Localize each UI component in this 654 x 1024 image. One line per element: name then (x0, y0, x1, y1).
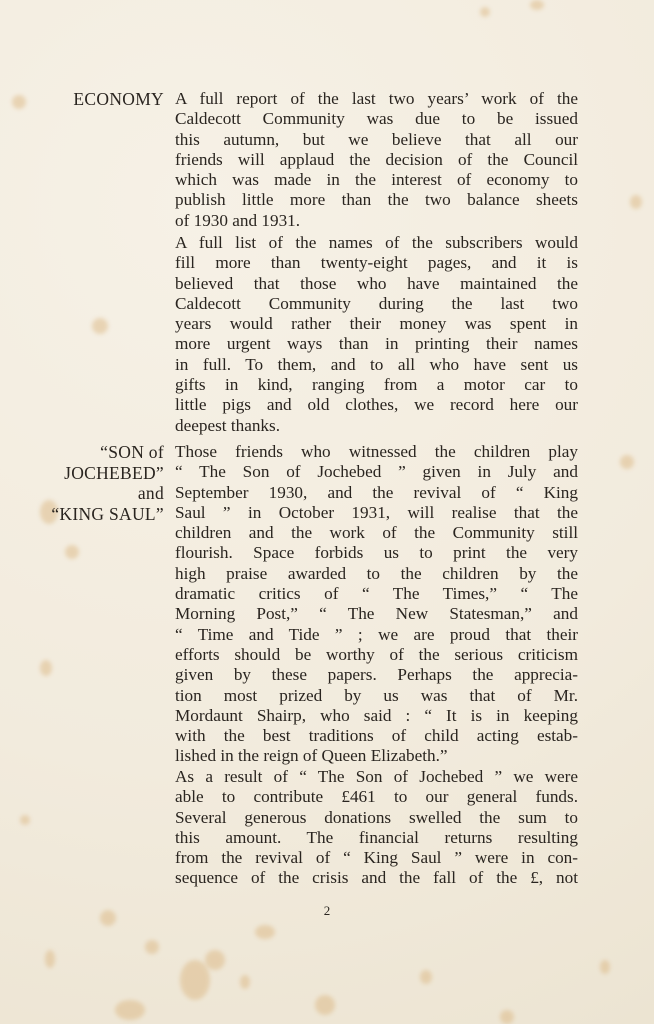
text-line: which was made in the interest of economy to (175, 170, 578, 190)
text-line: A full list of the names of the subscribers would (175, 233, 578, 252)
text-line: flourish. Space forbids us to print the very (175, 543, 578, 563)
plays-paragraph-1 (175, 442, 578, 767)
section-label-economy (73, 89, 164, 110)
text-line: dramatic critics of “ The Times,” “ The (175, 584, 578, 604)
plays-paragraph-2 (175, 767, 578, 889)
text-line: tion most prized by us was that of Mr. (175, 685, 578, 705)
text-line: publish little more than the two balance sheets (175, 190, 578, 210)
text-line: deepest thanks. (175, 415, 281, 435)
text-line: Caldecott Community during the last two (175, 293, 578, 313)
page-number: 2 (323, 903, 331, 918)
text-line: this amount. The financial returns resulting (175, 827, 578, 847)
text-line: Morning Post,” “ The New Statesman,” and (175, 604, 578, 624)
economy-paragraph-2 (175, 233, 578, 436)
text-line: “ The Son of Jochebed ” given in July and (175, 462, 578, 482)
label-line: “KING SAUL” (51, 503, 164, 524)
text-line: believed that those who have maintained the (175, 273, 578, 293)
text-line: “ Time and Tide ” ; we are proud that their (175, 624, 578, 644)
label-line: “SON of (100, 442, 164, 462)
text-line: in full. To them, and to all who have sent us (175, 354, 578, 374)
text-line: lished in the reign of Queen Elizabeth.” (175, 746, 448, 766)
economy-paragraph-1 (175, 89, 578, 231)
text-line: friends will applaud the decision of the Council (175, 149, 578, 169)
text-line: more urgent ways than in printing their names (175, 334, 578, 354)
text-line: high praise awarded to the children by the (175, 563, 578, 583)
text-line: efforts should be worthy of the serious criticism (175, 644, 578, 664)
text-line: sequence of the crisis and the fall of the £, not (175, 868, 578, 888)
text-line: Those friends who witnessed the children play (175, 442, 578, 461)
text-line: Several generous donations swelled the sum to (175, 807, 578, 827)
text-line: A full report of the last two years’ work of the (175, 89, 578, 108)
label-line: JOCHEBED” (64, 462, 164, 483)
text-line: able to contribute £461 to our general funds. (175, 787, 578, 807)
section-label-plays (51, 442, 164, 524)
text-line: As a result of “ The Son of Jochebed ” we were (175, 767, 578, 786)
text-line: from the revival of “ King Saul ” were in con- (175, 848, 578, 868)
text-line: this autumn, but we believe that all our (175, 129, 578, 149)
text-line: Caldecott Community was due to be issued (175, 109, 578, 129)
text-line: given by these papers. Perhaps the apprecia- (175, 665, 578, 685)
text-line: of 1930 and 1931. (175, 210, 301, 230)
text-line: with the best traditions of child acting estab- (175, 726, 578, 746)
text-line: children and the work of the Community still (175, 523, 578, 543)
text-line: years would rather their money was spent in (175, 314, 578, 334)
text-line: little pigs and old clothes, we record here our (175, 395, 578, 415)
text-line: gifts in kind, ranging from a motor car to (175, 375, 578, 395)
text-line: September 1930, and the revival of “ King (175, 482, 578, 502)
text-line: fill more than twenty-eight pages, and it is (175, 253, 578, 273)
text-line: Mordaunt Shairp, who said : “ It is in keeping (175, 705, 578, 725)
text-line: Saul ” in October 1931, will realise that the (175, 502, 578, 522)
label-line: and (137, 483, 164, 503)
label-line: ECONOMY (73, 89, 164, 109)
